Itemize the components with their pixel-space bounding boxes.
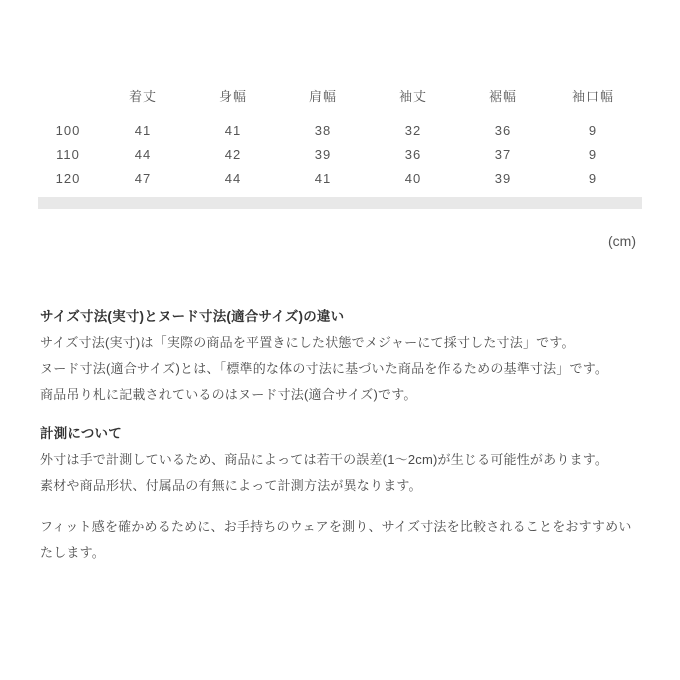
section-fit-advice	[40, 514, 644, 566]
column-header-sleeve-length: 袖丈	[398, 89, 427, 104]
measurement-line-1: 外寸は手で計測しているため、商品によっては若干の誤差(1〜2cm)が生じる可能性があります。	[40, 452, 609, 467]
size-label: 110	[56, 147, 80, 162]
size-row-110	[38, 143, 638, 167]
measurement-line-2: 素材や商品形状、付属品の有無によって計測方法が異なります。	[40, 478, 422, 493]
size-chart-table	[38, 85, 638, 191]
section-heading-measurement: 計測について	[40, 426, 122, 441]
column-header-body-length: 着丈	[128, 89, 157, 104]
size-chart-corner-cell	[38, 85, 98, 119]
measurement-cell: 36	[494, 123, 512, 138]
divider-bar	[38, 197, 642, 209]
size-definition-line-2: ヌード寸法(適合サイズ)とは、「標準的な体の寸法に基づいた商品を作るための基準寸法」です。	[40, 361, 609, 376]
section-heading-size-definition: サイズ寸法(実寸)とヌード寸法(適合サイズ)の違い	[40, 309, 345, 324]
measurement-cell: 39	[314, 147, 332, 162]
measurement-cell: 36	[404, 147, 422, 162]
measurement-cell: 44	[134, 147, 152, 162]
size-row-100	[38, 119, 638, 143]
size-label: 100	[55, 123, 81, 138]
measurement-cell: 42	[224, 147, 242, 162]
measurement-cell: 44	[224, 171, 242, 186]
fit-advice-line: フィット感を確かめるために、お手持ちのウェアを測り、サイズ寸法を比較されることをおすすめいたします。	[40, 519, 632, 560]
unit-label: (cm)	[608, 233, 636, 249]
column-header-body-width: 身幅	[218, 89, 247, 104]
column-header-hem-width: 裾幅	[488, 89, 517, 104]
measurement-cell: 41	[314, 171, 332, 186]
measurement-cell: 39	[494, 171, 512, 186]
measurement-cell: 37	[494, 147, 512, 162]
measurement-cell: 41	[224, 123, 242, 138]
measurement-cell: 38	[314, 123, 332, 138]
section-size-definition	[40, 304, 652, 408]
section-measurement	[40, 421, 652, 499]
measurement-cell: 9	[588, 123, 598, 138]
measurement-cell: 47	[134, 171, 152, 186]
measurement-cell: 32	[404, 123, 422, 138]
size-row-120	[38, 167, 638, 191]
size-chart-header-row	[38, 85, 638, 119]
measurement-cell: 9	[588, 171, 598, 186]
column-header-cuff-width: 袖口幅	[571, 89, 614, 104]
measurement-cell: 41	[134, 123, 152, 138]
measurement-cell: 40	[404, 171, 422, 186]
column-header-shoulder-width: 肩幅	[308, 89, 337, 104]
measurement-cell: 9	[588, 147, 598, 162]
size-label: 120	[55, 171, 81, 186]
size-definition-line-1: サイズ寸法(実寸)は「実際の商品を平置きにした状態でメジャーにて採寸した寸法」です。	[40, 335, 575, 350]
size-definition-line-3: 商品吊り札に記載されているのはヌード寸法(適合サイズ)です。	[40, 387, 417, 402]
